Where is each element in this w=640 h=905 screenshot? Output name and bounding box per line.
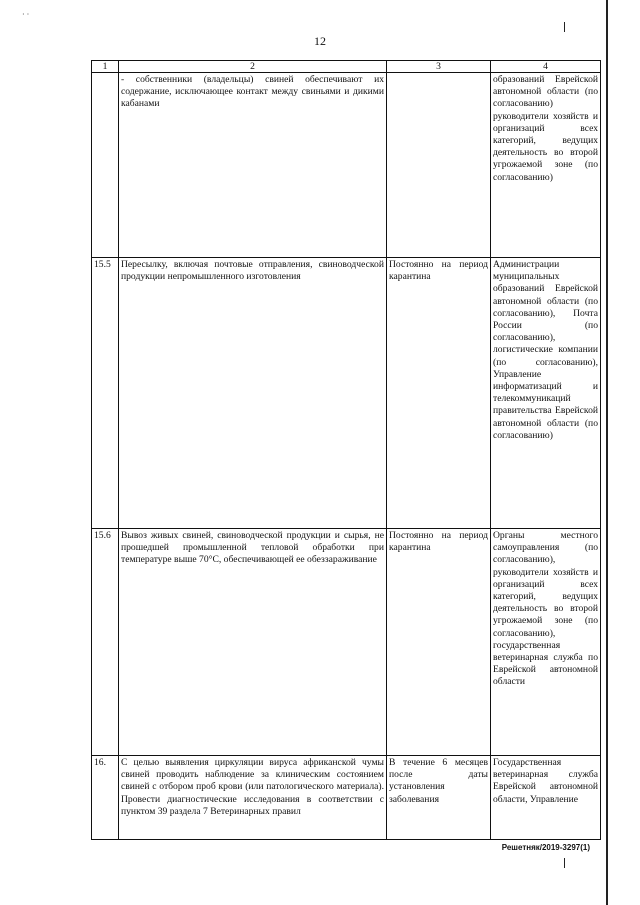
row-number: 15.5 [92, 258, 119, 529]
term-text [387, 73, 491, 258]
row-number: 15.6 [92, 529, 119, 756]
table-row [92, 529, 601, 756]
header-cell-1: 1 [92, 61, 119, 73]
header-cell-4: 4 [491, 61, 601, 73]
responsible-text: образований Еврейской автономной области (по согласованию) руководители хозяйств и организаций всех категорий, ведущих деятельность во второй угрожаемой зоне (по согласованию) [491, 73, 601, 258]
measure-text: - собственники (владельцы) свиней обеспечивают их содержание, исключающее контакт между свиньями и дикими кабанами [119, 73, 387, 258]
responsible-text: Государственная ветеринарная служба Еврейской автономной области, Управление [491, 756, 601, 840]
scan-mark [564, 858, 565, 868]
measure-text: Вывоз живых свиней, свиноводческой продукции и сырья, не прошедшей промышленной тепловой обработки при температуре выше 70°С, обеспечивающей ее обеззараживание [119, 529, 387, 756]
responsible-text: Органы местного самоуправления (по согласованию), руководители хозяйств и организаций всех категорий, ведущих деятельность во второй угрожаемой зоне (по согласованию), государственная ветеринарная служба по Еврейской автономной области [491, 529, 601, 756]
header-cell-3: 3 [387, 61, 491, 73]
row-number: 16. [92, 756, 119, 840]
scan-mark [564, 22, 565, 32]
document-code: Решетняк/2019-3297(1) [501, 843, 590, 852]
row-number [92, 73, 119, 258]
page-number: 12 [314, 34, 326, 48]
table-row [92, 258, 601, 529]
term-text: В течение 6 месяцев после даты установления заболевания [387, 756, 491, 840]
table-header-row [92, 61, 601, 73]
measures-table [91, 60, 601, 840]
responsible-text: Администрации муниципальных образований Еврейской автономной области (по согласованию), Почта России (по согласованию), логистические компании (по согласованию), Управление информатизаций и телекоммуникаций правительства Еврейской автономной области (по согласованию) [491, 258, 601, 529]
measure-text: Пересылку, включая почтовые отправления, свиноводческой продукции непромышленного изготовления [119, 258, 387, 529]
table-row [92, 73, 601, 258]
header-cell-2: 2 [119, 61, 387, 73]
term-text: Постоянно на период карантина [387, 258, 491, 529]
term-text: Постоянно на период карантина [387, 529, 491, 756]
measure-text: С целью выявления циркуляции вируса африканской чумы свиней проводить наблюдение за клиническим состоянием свиней с отбором проб крови (или патологического материала). Провести диагностические исследования в соответствии с пунктом 39 раздела 7 Ветеринарных правил [119, 756, 387, 840]
scan-speck: · · [22, 10, 30, 19]
scan-border-line [606, 0, 608, 905]
table-row [92, 756, 601, 840]
